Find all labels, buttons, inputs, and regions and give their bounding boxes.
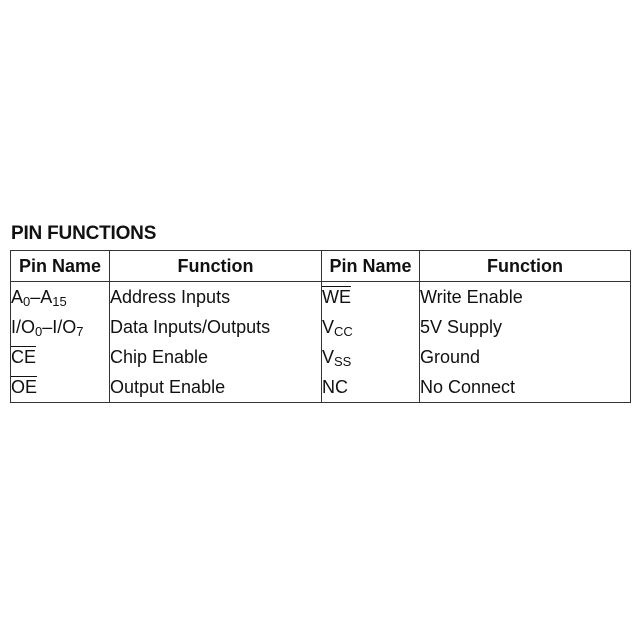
table-row	[11, 342, 631, 372]
pin-name-we: $\overline{WE}$	[322, 282, 420, 313]
pin-name-vcc: $V_{CC}$	[322, 312, 420, 342]
function-write-enable: Write Enable	[420, 282, 631, 313]
header-function-2: Function	[420, 251, 631, 282]
header-pin-name-1: Pin Name	[11, 251, 110, 282]
table-row	[11, 282, 631, 313]
table-row	[11, 372, 631, 403]
function-address: Address Inputs	[110, 282, 322, 313]
function-data-io: Data Inputs/Outputs	[110, 312, 322, 342]
header-function-1: Function	[110, 251, 322, 282]
pin-name-nc: NC	[322, 372, 420, 403]
table-header-row	[11, 251, 631, 282]
pin-functions-table	[10, 250, 631, 403]
function-5v-supply: 5V Supply	[420, 312, 631, 342]
pin-name-ce: $\overline{CE}$	[11, 342, 110, 372]
function-no-connect: No Connect	[420, 372, 631, 403]
section-title: PIN FUNCTIONS	[11, 223, 157, 244]
pin-name-address: $A_0-A_{15}$	[11, 282, 110, 313]
pin-name-oe: $\overline{OE}$	[11, 372, 110, 403]
table-row	[11, 312, 631, 342]
function-output-enable: Output Enable	[110, 372, 322, 403]
function-chip-enable: Chip Enable	[110, 342, 322, 372]
header-pin-name-2: Pin Name	[322, 251, 420, 282]
pin-name-io: $I/O_0-I/O_7$	[11, 312, 110, 342]
function-ground: Ground	[420, 342, 631, 372]
pin-name-vss: $V_{SS}$	[322, 342, 420, 372]
